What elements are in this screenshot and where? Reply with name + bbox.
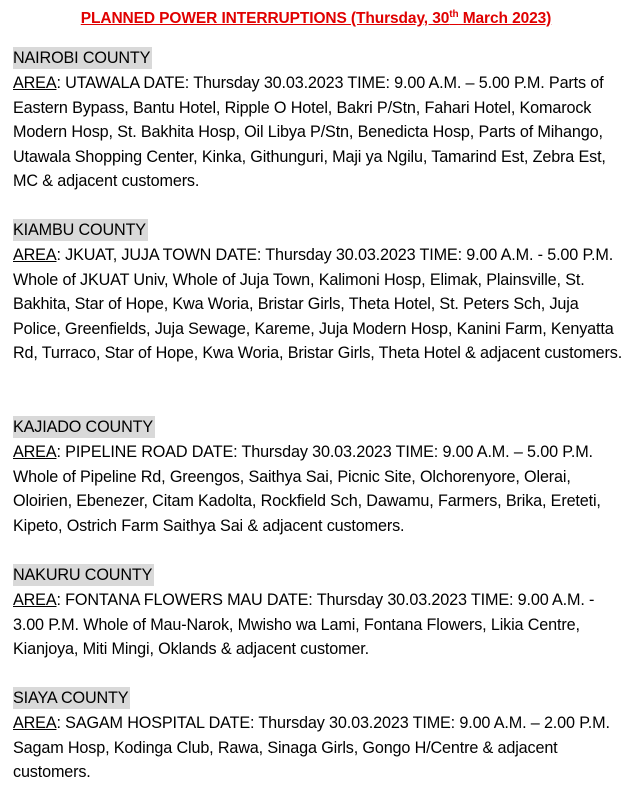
area-text: : JKUAT, JUJA TOWN DATE: Thursday 30.03.2023 TIME: 9.00 A.M. - 5.00 P.M. Whole of JKUAT Univ, Whole of Juja Town, Kalimoni Hosp, Elimak, Plainsville, St. Bakhita, Star of Hope, Kwa Woria, Bristar Girls, Theta Hotel, St. Peters Sch, Juja Police, Greenfields, Juja Sewage, Kareme, Juja Modern Hosp, Kanini Farm, Kenyatta Rd, Turraco, Star of Hope, Kwa Woria, Bristar Girls, Theta Hotel & adjacent customers. [13, 246, 623, 363]
interruption-details [13, 588, 623, 662]
county-section-kiambu [13, 218, 623, 366]
title-text [81, 10, 551, 27]
area-text: : PIPELINE ROAD DATE: Thursday 30.03.2023 TIME: 9.00 A.M. – 5.00 P.M. Whole of Pipeline Rd, Greengos, Saithya Sai, Picnic Site, Olchorenyore, Olerai, Oloirien, Ebenezer, Citam Kadolta, Rockfield Sch, Dawamu, Farmers, Brika, Ereteti, Kipeto, Ostrich Farm Saithya Sai & adjacent customers. [13, 443, 601, 535]
title-ordinal-suffix: th [449, 8, 459, 20]
area-label: AREA [13, 443, 57, 461]
county-heading: NAKURU COUNTY [13, 566, 153, 584]
area-text: : UTAWALA DATE: Thursday 30.03.2023 TIME: 9.00 A.M. – 5.00 P.M. Parts of Eastern Bypass, Bantu Hotel, Ripple O Hotel, Bakri P/Stn, Fahari Hotel, Komarock Modern Hosp, St. Bakhita Hosp, Oil Libya P/Stn, Benedicta Hosp, Parts of Mihango, Utawala Shopping Center, Kinka, Githunguri, Maji ya Ngilu, Tamarind Est, Zebra Est, MC & adjacent customers. [13, 74, 606, 191]
county-section-nakuru [13, 563, 623, 662]
area-label: AREA [13, 74, 57, 92]
county-heading: KIAMBU COUNTY [13, 221, 146, 239]
county-section-kajiado [13, 415, 623, 538]
area-text: : SAGAM HOSPITAL DATE: Thursday 30.03.2023 TIME: 9.00 A.M. – 2.00 P.M. Sagam Hosp, Kodinga Club, Rawa, Sinaga Girls, Gongo H/Centre & adjacent customers. [13, 714, 610, 782]
interruption-details [13, 243, 623, 366]
county-section-siaya [13, 686, 623, 785]
county-heading: KAJIADO COUNTY [13, 418, 154, 436]
county-heading: SIAYA COUNTY [13, 689, 129, 707]
area-label: AREA [13, 714, 57, 732]
page-title [0, 10, 632, 28]
interruption-details [13, 711, 623, 785]
county-section-nairobi [13, 46, 623, 194]
title-end: March 2023) [458, 10, 552, 27]
area-label: AREA [13, 246, 57, 264]
area-label: AREA [13, 591, 57, 609]
area-text: : FONTANA FLOWERS MAU DATE: Thursday 30.03.2023 TIME: 9.00 A.M. - 3.00 P.M. Whole of Mau-Narok, Mwisho wa Lami, Fontana Flowers, Likia Centre, Kianjoya, Miti Mingi, Oklands & adjacent customer. [13, 591, 595, 659]
interruption-details [13, 71, 623, 194]
county-heading: NAIROBI COUNTY [13, 49, 151, 67]
interruption-details [13, 440, 623, 538]
title-main: PLANNED POWER INTERRUPTIONS (Thursday, 30 [80, 10, 450, 27]
